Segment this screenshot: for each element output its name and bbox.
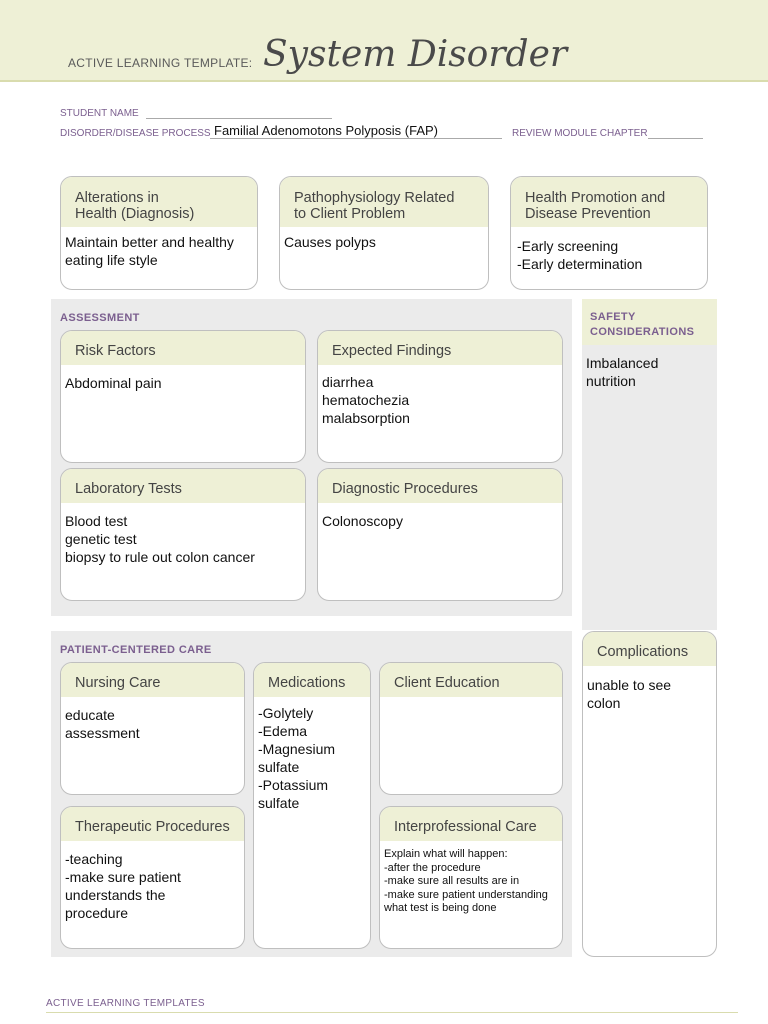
risk-factors-body[interactable]: Abdominal pain — [65, 375, 162, 391]
interprofessional-care-card — [379, 806, 563, 949]
expected-findings-title: Expected Findings — [318, 331, 562, 365]
student-name-line — [146, 118, 332, 119]
therapeutic-procedures-body[interactable]: -teaching -make sure patient understands the procedure — [65, 851, 181, 921]
footer-text: ACTIVE LEARNING TEMPLATES — [46, 998, 205, 1009]
pathophysiology-card — [279, 176, 489, 290]
header-banner — [0, 0, 768, 82]
expected-findings-card — [317, 330, 563, 463]
risk-factors-title: Risk Factors — [61, 331, 305, 365]
medications-body[interactable]: -Golytely -Edema -Magnesium sulfate -Potassium sulfate — [258, 705, 336, 811]
alterations-body[interactable]: Maintain better and healthy eating life style — [65, 234, 234, 268]
disorder-line — [210, 138, 502, 139]
client-education-card — [379, 662, 563, 795]
student-name-label: STUDENT NAME — [60, 108, 139, 119]
health-promotion-card — [510, 176, 708, 290]
alterations-title: Alterations in Health (Diagnosis) — [61, 177, 257, 227]
safety-body[interactable]: Imbalanced nutrition — [586, 355, 659, 389]
page-title: System Disorder — [263, 34, 568, 75]
expected-findings-body[interactable]: diarrhea hematochezia malabsorption — [322, 374, 410, 426]
complications-card — [582, 631, 717, 957]
laboratory-tests-body[interactable]: Blood test genetic test biopsy to rule out colon cancer — [65, 513, 255, 565]
safety-label: SAFETY CONSIDERATIONS — [590, 311, 695, 338]
pathophysiology-title: Pathophysiology Related to Client Problem — [280, 177, 488, 227]
medications-title: Medications — [254, 663, 370, 697]
footer-divider — [46, 1012, 738, 1013]
safety-header — [582, 299, 717, 345]
diagnostic-procedures-title: Diagnostic Procedures — [318, 469, 562, 503]
pathophysiology-body[interactable]: Causes polyps — [284, 234, 376, 250]
patient-care-label: PATIENT-CENTERED CARE — [60, 644, 212, 656]
complications-body[interactable]: unable to see colon — [587, 677, 672, 711]
interprofessional-care-title: Interprofessional Care — [380, 807, 562, 841]
therapeutic-procedures-title: Therapeutic Procedures — [61, 807, 244, 841]
risk-factors-card — [60, 330, 306, 463]
diagnostic-procedures-card — [317, 468, 563, 601]
complications-title: Complications — [583, 632, 716, 666]
nursing-care-title: Nursing Care — [61, 663, 244, 697]
laboratory-tests-title: Laboratory Tests — [61, 469, 305, 503]
laboratory-tests-card — [60, 468, 306, 601]
disorder-field[interactable]: Familial Adenomotons Polyposis (FAP) — [214, 123, 438, 138]
therapeutic-procedures-card — [60, 806, 245, 949]
disorder-label: DISORDER/DISEASE PROCESS — [60, 128, 211, 139]
interprofessional-care-body[interactable]: Explain what will happen: -after the procedure -make sure all results are in -make sure patient understanding what test is being done — [384, 848, 548, 914]
review-module-label: REVIEW MODULE CHAPTER — [512, 128, 648, 139]
diagnostic-procedures-body[interactable]: Colonoscopy — [322, 513, 403, 529]
health-promotion-body[interactable]: -Early screening -Early determination — [517, 238, 643, 272]
alterations-card — [60, 176, 258, 290]
client-education-body[interactable] — [380, 697, 562, 706]
template-prefix: ACTIVE LEARNING TEMPLATE: — [68, 56, 253, 70]
assessment-label: ASSESSMENT — [60, 312, 140, 324]
client-education-title: Client Education — [380, 663, 562, 697]
nursing-care-card — [60, 662, 245, 795]
medications-card — [253, 662, 371, 949]
review-module-line — [648, 138, 703, 139]
health-promotion-title: Health Promotion and Disease Prevention — [511, 177, 707, 227]
nursing-care-body[interactable]: educate assessment — [65, 707, 140, 741]
